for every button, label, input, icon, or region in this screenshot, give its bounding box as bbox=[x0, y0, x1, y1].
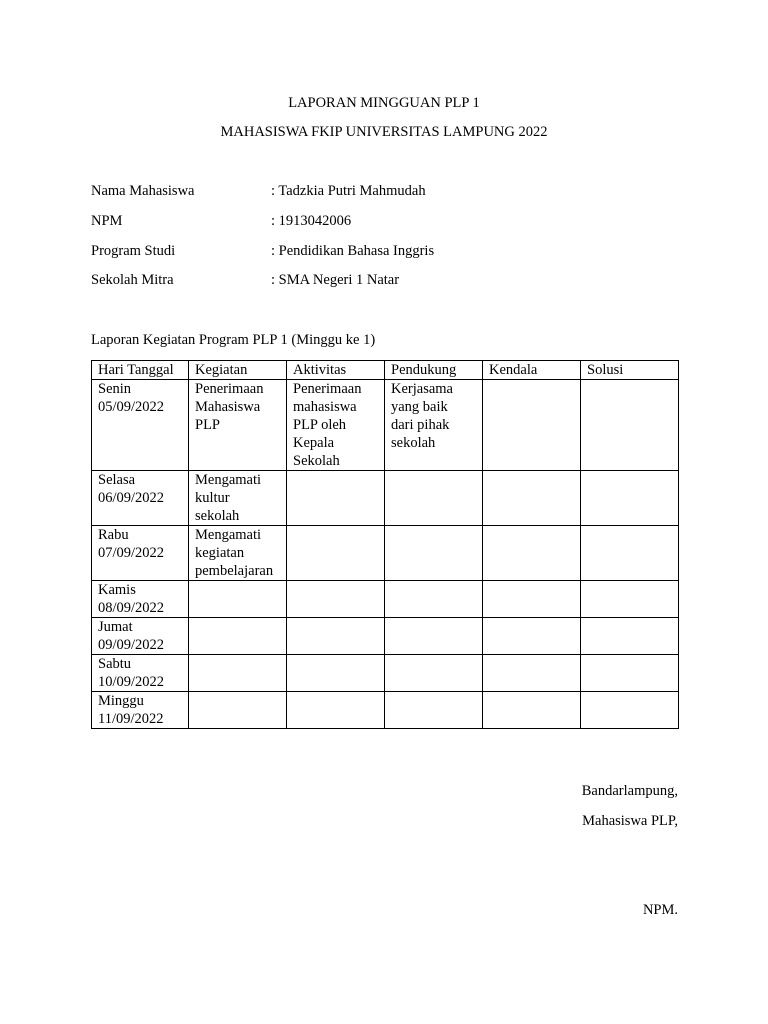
table-cell: Penerimaan mahasiswa PLP oleh Kepala Sekolah bbox=[287, 380, 385, 471]
table-cell bbox=[483, 618, 581, 655]
table-row bbox=[92, 380, 679, 471]
table-cell bbox=[581, 471, 679, 526]
table-cell bbox=[483, 471, 581, 526]
table-cell: Kerjasama yang baik dari pihak sekolah bbox=[385, 380, 483, 471]
info-label: NPM bbox=[91, 213, 123, 229]
table-cell: Selasa 06/09/2022 bbox=[92, 471, 189, 526]
column-header: Kendala bbox=[483, 361, 581, 380]
section-title: Laporan Kegiatan Program PLP 1 (Minggu ke 1) bbox=[91, 332, 376, 348]
table-cell bbox=[581, 692, 679, 729]
table-cell bbox=[287, 692, 385, 729]
table-cell: Jumat 09/09/2022 bbox=[92, 618, 189, 655]
signature-npm: NPM. bbox=[642, 902, 678, 918]
column-header: Pendukung bbox=[385, 361, 483, 380]
table-cell: Minggu 11/09/2022 bbox=[92, 692, 189, 729]
info-value: : SMA Negeri 1 Natar bbox=[271, 272, 400, 288]
table-cell bbox=[287, 618, 385, 655]
info-value: : 1913042006 bbox=[271, 213, 352, 229]
table-cell bbox=[581, 618, 679, 655]
table-cell bbox=[385, 655, 483, 692]
table-cell bbox=[385, 618, 483, 655]
table-cell bbox=[581, 581, 679, 618]
table-cell bbox=[483, 692, 581, 729]
table-row bbox=[92, 692, 679, 729]
table-cell bbox=[189, 581, 287, 618]
table-row bbox=[92, 526, 679, 581]
table-cell bbox=[287, 581, 385, 618]
table-row bbox=[92, 655, 679, 692]
info-value: : Tadzkia Putri Mahmudah bbox=[271, 183, 426, 199]
table-cell: Rabu 07/09/2022 bbox=[92, 526, 189, 581]
column-header: Solusi bbox=[581, 361, 679, 380]
table-row bbox=[92, 618, 679, 655]
report-subtitle: MAHASISWA FKIP UNIVERSITAS LAMPUNG 2022 bbox=[220, 124, 548, 140]
table-cell: Kamis 08/09/2022 bbox=[92, 581, 189, 618]
table-cell bbox=[483, 380, 581, 471]
column-header: Kegiatan bbox=[189, 361, 287, 380]
table-row bbox=[92, 471, 679, 526]
info-label: Nama Mahasiswa bbox=[91, 183, 195, 199]
table-row bbox=[92, 581, 679, 618]
column-header: Aktivitas bbox=[287, 361, 385, 380]
info-value: : Pendidikan Bahasa Inggris bbox=[271, 243, 435, 259]
info-label: Sekolah Mitra bbox=[91, 272, 174, 288]
activity-table bbox=[91, 360, 679, 729]
table-cell: Penerimaan Mahasiswa PLP bbox=[189, 380, 287, 471]
table-cell bbox=[287, 655, 385, 692]
report-title: LAPORAN MINGGUAN PLP 1 bbox=[288, 95, 480, 111]
table-cell bbox=[385, 471, 483, 526]
table-cell bbox=[483, 581, 581, 618]
table-cell bbox=[385, 526, 483, 581]
table-cell: Mengamati kultur sekolah bbox=[189, 471, 287, 526]
table-cell bbox=[483, 526, 581, 581]
signature-role: Mahasiswa PLP, bbox=[582, 813, 678, 829]
table-cell bbox=[287, 471, 385, 526]
table-cell bbox=[483, 655, 581, 692]
signature-place: Bandarlampung, bbox=[581, 783, 678, 799]
table-cell bbox=[287, 526, 385, 581]
table-cell bbox=[385, 581, 483, 618]
info-label: Program Studi bbox=[91, 243, 176, 259]
column-header: Hari Tanggal bbox=[92, 361, 189, 380]
table-cell: Senin 05/09/2022 bbox=[92, 380, 189, 471]
table-header-row bbox=[92, 361, 679, 380]
table-cell: Sabtu 10/09/2022 bbox=[92, 655, 189, 692]
table-cell bbox=[581, 380, 679, 471]
table-cell bbox=[385, 692, 483, 729]
table-cell bbox=[189, 692, 287, 729]
table-cell bbox=[581, 655, 679, 692]
table-cell: Mengamati kegiatan pembelajaran bbox=[189, 526, 287, 581]
table-cell bbox=[189, 655, 287, 692]
table-cell bbox=[189, 618, 287, 655]
table-cell bbox=[581, 526, 679, 581]
